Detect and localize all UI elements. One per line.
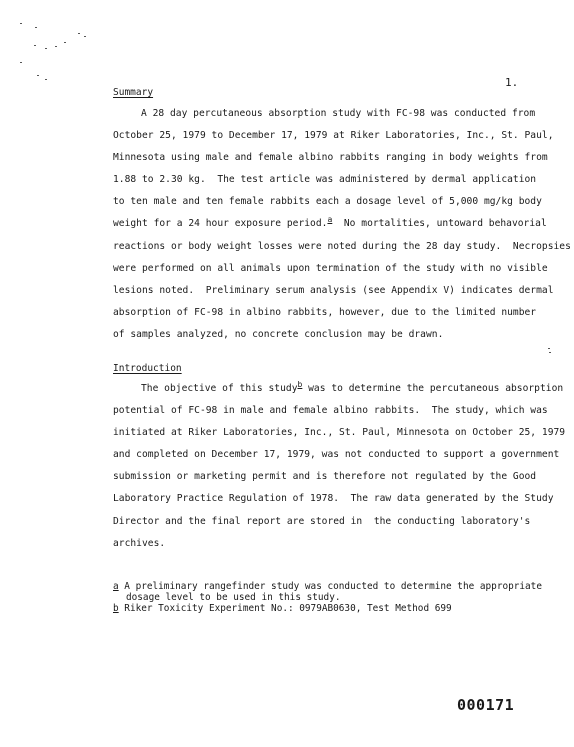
text-line: reactions or body weight losses were noted during the 28 day study. Necropsies [113, 240, 571, 252]
document-id-stamp: 000171 [457, 696, 515, 714]
text-fragment: was to determine the percutaneous absorption [302, 383, 564, 394]
text-line: archives. [113, 537, 166, 549]
scan-speck [20, 62, 22, 63]
text-line: Minnesota using male and female albino rabbits ranging in body weights from [113, 152, 548, 164]
text-line: 1.88 to 2.30 kg. The test article was administered by dermal application [113, 174, 537, 186]
text-line: and completed on December 17, 1979, was not conducted to support a government [113, 449, 560, 461]
text-line: lesions noted. Preliminary serum analysis (see Appendix V) indicates dermal [113, 284, 554, 296]
text-line: Laboratory Practice Regulation of 1978. The raw data generated by the Study [113, 493, 554, 505]
scan-speck [55, 46, 57, 47]
text-line: submission or marketing permit and is therefore not regulated by the Good [113, 471, 537, 483]
text-line: to ten male and ten female rabbits each a dosage level of 5,000 mg/kg body [113, 196, 542, 208]
text-fragment: No mortalities, untoward behavorial [332, 218, 547, 230]
text-line: of samples analyzed, no concrete conclusion may be drawn. [113, 328, 444, 340]
text-fragment: The objective of this study [141, 383, 298, 394]
text-line: October 25, 1979 to December 17, 1979 at Riker Laboratories, Inc., St. Paul, [113, 130, 554, 142]
summary-heading: Summary [113, 87, 154, 98]
page-number: 1. [505, 76, 519, 89]
footnote-text: A preliminary rangefinder study was conducted to determine the appropriate [118, 581, 542, 592]
footnote-text: Riker Toxicity Experiment No.: 0979AB0630, Test Method 699 [118, 603, 452, 615]
introduction-paragraph [113, 378, 566, 555]
text-line: were performed on all animals upon termination of the study with no visible [113, 262, 548, 274]
scan-speck [549, 352, 551, 353]
scan-speck [20, 23, 22, 24]
scan-speck [45, 48, 47, 49]
introduction-heading: Introduction [113, 363, 182, 374]
scan-speck [78, 33, 80, 34]
scan-speck [35, 27, 37, 28]
scan-speck [84, 36, 86, 37]
text-line [113, 213, 559, 235]
footnote-ref-a: a [327, 215, 333, 225]
scan-speck [34, 45, 36, 46]
footnotes [113, 581, 559, 615]
text-fragment: weight for a 24 hour exposure period. [113, 218, 328, 230]
text-line: initiated at Riker Laboratories, Inc., St. Paul, Minnesota on October 25, 1979 [113, 427, 566, 439]
text-line: potential of FC-98 in male and female albino rabbits. The study, which was [113, 405, 548, 417]
footnote-a [113, 581, 559, 592]
footnote-ref-b: b [297, 380, 303, 389]
scan-speck [64, 42, 66, 43]
scan-speck [37, 75, 39, 76]
footnote-mark-a: a [113, 581, 119, 592]
footnote-b [113, 603, 559, 614]
text-line: A 28 day percutaneous absorption study with FC-98 was conducted from [141, 108, 536, 119]
summary-paragraph [113, 103, 571, 346]
text-line [113, 378, 564, 400]
text-line: Director and the final report are stored in the conducting laboratory's [113, 515, 531, 527]
footnote-mark-b: b [113, 603, 119, 615]
scan-speck [45, 79, 47, 80]
text-line: absorption of FC-98 in albino rabbits, however, due to the limited number [113, 306, 537, 318]
footnote-a-continued: dosage level to be used in this study. [126, 592, 341, 604]
scan-speck [548, 348, 550, 349]
